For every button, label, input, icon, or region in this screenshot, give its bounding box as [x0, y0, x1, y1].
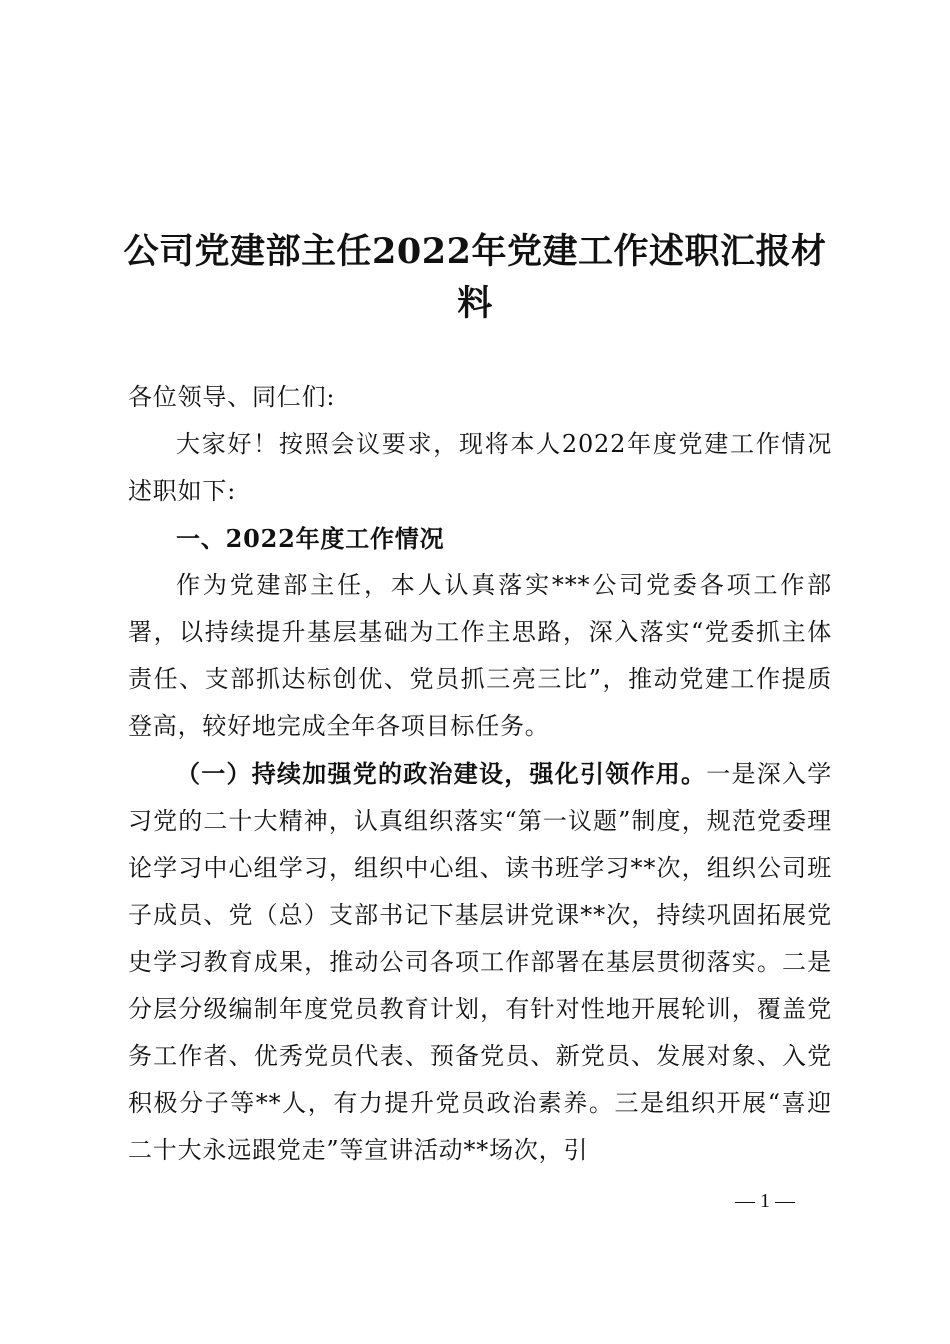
- salutation: 各位领导、同仁们:: [128, 383, 336, 411]
- document-body: [128, 374, 832, 1174]
- page-number: — 1 —: [735, 1190, 795, 1212]
- section-heading-1: 一、2022年度工作情况: [176, 524, 445, 553]
- subsection-heading-1: （一）持续加强党的政治建设，强化引领作用。: [176, 759, 707, 788]
- intro-paragraph: 大家好！按照会议要求，现将本人2022年度党建工作情况述职如下:: [128, 430, 832, 505]
- title-line-1: 公司党建部主任2022年党建工作述职汇报材: [123, 231, 827, 272]
- subsection-1-paragraph: [128, 750, 832, 1174]
- subsection-1-text: 一是深入学习党的二十大精神，认真组织落实“第一议题”制度，规范党委理论学习中心组学习，组织中心组、读书班学习**次，组织公司班子成员、党（总）支部书记下基层讲党课**次，持续巩固拓展党史学习教育成果，推动公司各项工作部署在基层贯彻落实。二是分层分级编制年度党员教育计划，有针对性地开展轮训，覆盖党务工作者、优秀党员代表、预备党员、新党员、发展对象、入党积极分子等**人，有力提升党员政治素养。三是组织开展“喜迎二十大永远跟党走”等宣讲活动**场次，引: [128, 760, 832, 1164]
- document-title: [120, 226, 830, 330]
- section-1-paragraph: 作为党建部主任，本人认真落实***公司党委各项工作部署，以持续提升基层基础为工作主思路，深入落实“党委抓主体责任、支部抓达标创优、党员抓三亮三比”，推动党建工作提质登高，较好地完成全年各项目标任务。: [128, 571, 832, 740]
- title-line-2: 料: [457, 283, 493, 324]
